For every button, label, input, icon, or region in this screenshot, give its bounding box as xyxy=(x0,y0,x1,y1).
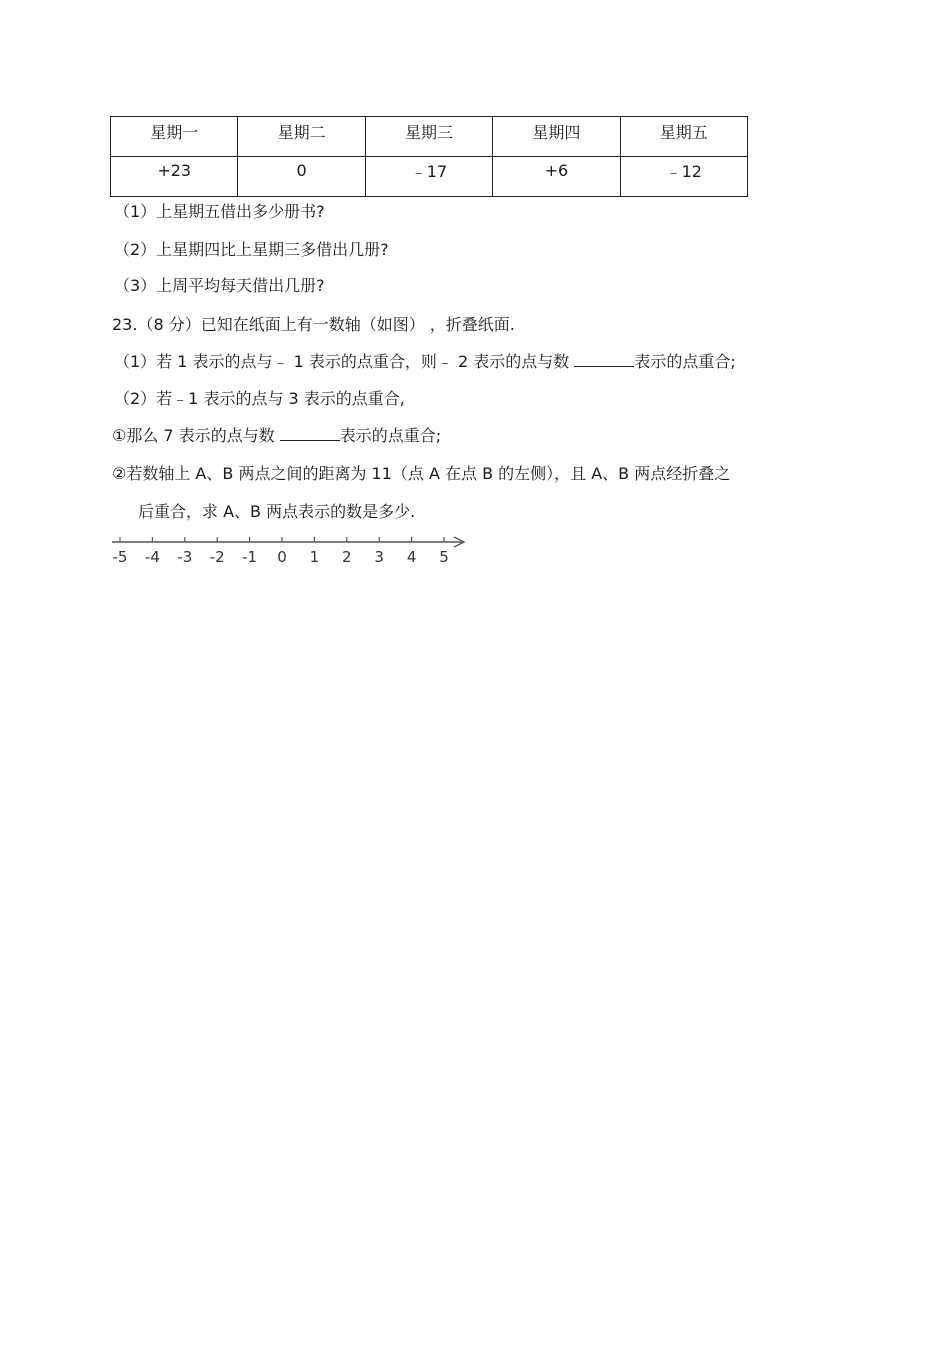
question-23-part-2b-line-1: ②若数轴上 A、B 两点之间的距离为 11（点 A 在点 B 的左侧），且 A、B 两点经折叠之 xyxy=(112,464,731,483)
number-line-label: 3 xyxy=(374,548,384,566)
question-23-part-2: （2）若﹣1 表示的点与 3 表示的点重合, xyxy=(114,389,405,408)
question-22-part-3: （3）上周平均每天借出几册? xyxy=(114,276,325,295)
table-header-cell: 星期一 xyxy=(111,117,238,157)
table-cell: ﹣17 xyxy=(365,157,492,197)
answer-blank[interactable] xyxy=(280,426,340,441)
answer-blank[interactable] xyxy=(574,352,634,367)
table-cell: +6 xyxy=(493,157,620,197)
borrowing-table xyxy=(110,116,748,197)
question-22-part-2: （2）上星期四比上星期三多借出几册? xyxy=(114,240,389,259)
table-header-cell: 星期二 xyxy=(238,117,365,157)
question-23-part-1-text-end: 表示的点重合; xyxy=(634,352,736,371)
number-line-label: 1 xyxy=(309,548,320,566)
table-cell: +23 xyxy=(111,157,238,197)
question-22-part-1: （1）上星期五借出多少册书? xyxy=(114,202,325,221)
question-23-part-1 xyxy=(114,352,736,372)
number-line-ticks xyxy=(120,537,444,542)
number-line-labels xyxy=(113,548,449,566)
question-23-part-1-text: （1）若 1 表示的点与﹣ 1 表示的点重合，则﹣ 2 表示的点与数 xyxy=(114,352,575,371)
question-23-title: 23.（8 分）已知在纸面上有一数轴（如图） ，折叠纸面. xyxy=(112,315,515,334)
question-23-part-2a-text-end: 表示的点重合; xyxy=(339,426,442,445)
question-23-part-2a xyxy=(112,426,441,446)
question-23-part-2a-text: ①那么 7 表示的点与数 xyxy=(112,426,280,445)
table-header-row xyxy=(111,117,748,157)
table-header-cell: 星期五 xyxy=(620,117,747,157)
number-line-label: 0 xyxy=(277,548,287,566)
number-line-label: 2 xyxy=(342,548,352,566)
table-header-cell: 星期四 xyxy=(493,117,620,157)
number-line-label: 4 xyxy=(406,548,417,566)
number-line-label: -5 xyxy=(112,548,128,566)
number-line-label: -4 xyxy=(144,548,160,566)
table-header-cell: 星期三 xyxy=(365,117,492,157)
number-line-label: -1 xyxy=(242,548,258,566)
number-line-label: -3 xyxy=(177,548,193,566)
number-line-label: -2 xyxy=(209,548,225,566)
number-line-label: 5 xyxy=(439,548,449,566)
table-row xyxy=(111,157,748,197)
table-cell: 0 xyxy=(238,157,365,197)
table-cell: ﹣12 xyxy=(620,157,747,197)
question-23-part-2b-line-2: 后重合，求 A、B 两点表示的数是多少. xyxy=(138,502,416,521)
number-line-figure xyxy=(108,532,470,568)
